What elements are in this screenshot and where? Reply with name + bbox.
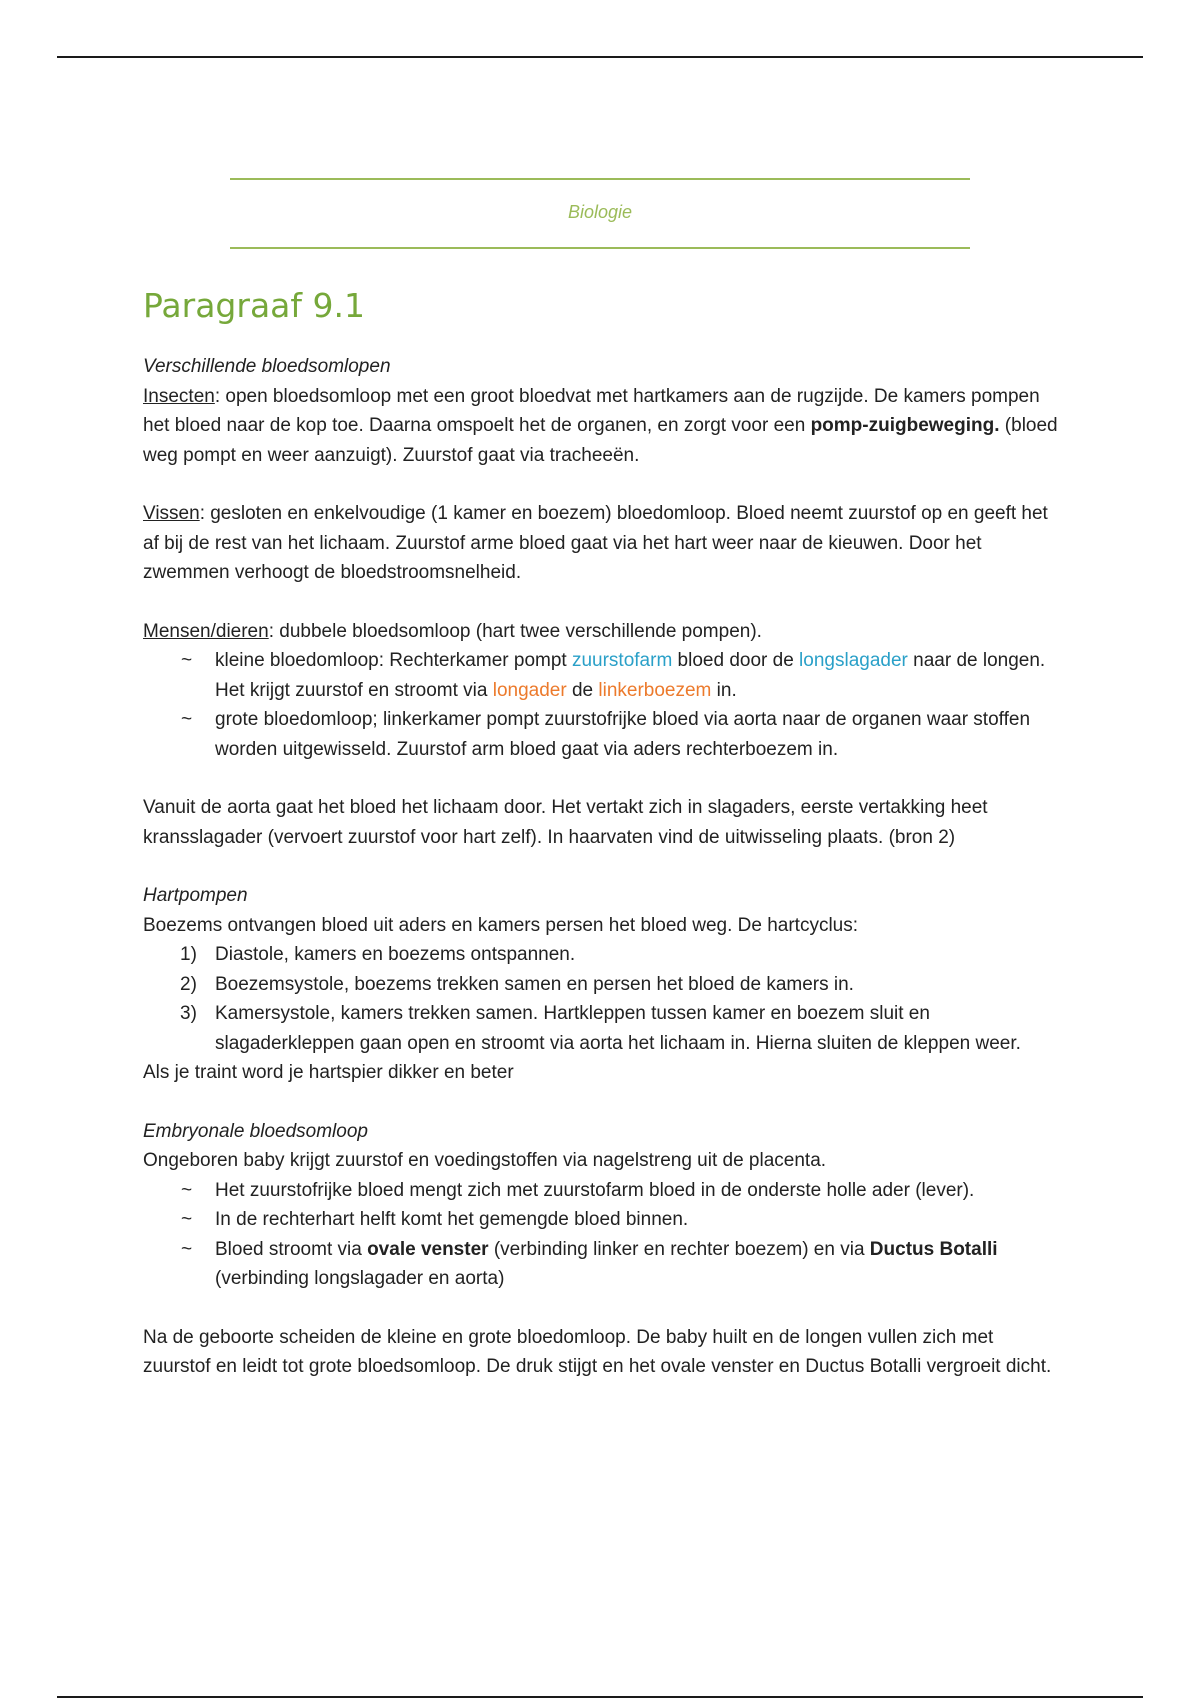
term-ductus-botalli: Ductus Botalli bbox=[869, 1238, 998, 1260]
list-item bbox=[143, 1235, 1058, 1294]
paragraph-geboorte: Na de geboorte scheiden de kleine en grote bloedomloop. De baby huilt en de longen vullen zich met zuurstof en leidt tot grote bloedsomloop. De druk stijgt en het ovale venster en Ductus Botalli vergroeit dicht. bbox=[143, 1326, 1052, 1377]
page-heading: Paragraaf 9.1 bbox=[143, 286, 365, 325]
list-text: Bloed stroomt via bbox=[215, 1238, 368, 1260]
list-text: kleine bloedomloop: Rechterkamer pompt bbox=[215, 650, 572, 671]
list-text: Diastole, kamers en boezems ontspannen. bbox=[215, 944, 576, 965]
paragraph-hartcyclus-intro: Boezems ontvangen bloed uit aders en kamers persen het bloed weg. De hartcyclus: bbox=[143, 914, 859, 936]
list-text: Het zuurstofrijke bloed mengt zich met zuurstofarm bloed in de onderste holle ader (lever). bbox=[215, 1179, 975, 1201]
list-item bbox=[143, 940, 1058, 970]
list-text: naar de longen. Het krijgt zuurstof en stroomt via bbox=[215, 650, 1046, 701]
section-subtitle-hartpompen: Hartpompen bbox=[143, 885, 248, 906]
tilde-bullet-icon: ~ bbox=[181, 1238, 193, 1260]
spacer bbox=[143, 1294, 1058, 1323]
term-pomp-zuigbeweging: pomp-zuigbeweging. bbox=[810, 415, 1000, 436]
paragraph-mensen bbox=[143, 617, 1058, 647]
list-item bbox=[143, 1205, 1058, 1235]
tilde-bullet-icon: ~ bbox=[181, 650, 193, 671]
list-text: de bbox=[566, 679, 599, 701]
header-title: Biologie bbox=[567, 202, 633, 222]
list-item bbox=[143, 970, 1058, 1000]
term-zuurstofarm: zuurstofarm bbox=[571, 650, 673, 671]
list-number: 1) bbox=[180, 944, 197, 965]
paragraph-embryo-intro: Ongeboren baby krijgt zuurstof en voedingstoffen via nagelstreng uit de placenta. bbox=[143, 1150, 827, 1171]
vissen-text: : gesloten en enkelvoudige (1 kamer en boezem) bloedomloop. Bloed neemt zuurstof op en geeft het af bij de rest van het lichaam. Zuurstof arme bloed gaat via het hart weer naar de kieuwen. Door het zwemmen verhoogt de bloedstroomsnelheid. bbox=[143, 503, 1048, 583]
list-text: in. bbox=[711, 679, 737, 701]
section-subtitle-bloedsomlopen: Verschillende bloedsomlopen bbox=[143, 356, 391, 377]
spacer bbox=[143, 588, 1058, 617]
paragraph-training: Als je traint word je hartspier dikker en beter bbox=[143, 1062, 514, 1083]
spacer bbox=[143, 852, 1058, 881]
section-subtitle-embryonaal: Embryonale bloedsomloop bbox=[143, 1120, 368, 1142]
header-top-line bbox=[230, 178, 970, 180]
term-linkerboezem: linkerboezem bbox=[598, 679, 712, 701]
term-vissen: Vissen bbox=[143, 503, 200, 524]
list-item bbox=[143, 646, 1058, 705]
list-text: bloed door de bbox=[672, 650, 800, 671]
mensen-text: : dubbele bloedsomloop (hart twee verschillende pompen). bbox=[268, 620, 762, 642]
header-bottom-line bbox=[230, 247, 970, 249]
list-text: grote bloedomloop; linkerkamer pompt zuurstofrijke bloed via aorta naar de organen waar stoffen worden uitgewisseld. Zuurstof arm bloed gaat via aders rechterboezem in. bbox=[215, 709, 1031, 760]
spacer bbox=[143, 1088, 1058, 1117]
insecten-text: : open bloedsomloop met een groot bloedvat met hartkamers aan de rugzijde. De kamers pompen het bloed naar de kop toe. Daarna omspoelt het de organen, en zorgt voor een bbox=[143, 385, 1040, 436]
term-ovale-venster: ovale venster bbox=[367, 1238, 489, 1260]
tilde-bullet-icon: ~ bbox=[181, 1209, 193, 1230]
term-longader: longader bbox=[492, 679, 567, 701]
list-text: Boezemsystole, boezems trekken samen en persen het bloed de kamers in. bbox=[215, 973, 854, 995]
insecten-text-end: (bloed weg pompt en weer aanzuigt). Zuurstof gaat via tracheeën. bbox=[143, 415, 1058, 466]
list-number: 2) bbox=[180, 973, 197, 995]
list-number: 3) bbox=[180, 1003, 197, 1024]
list-text: (verbinding linker en rechter boezem) en via bbox=[488, 1238, 870, 1260]
list-item bbox=[143, 705, 1058, 764]
document-header bbox=[230, 178, 970, 249]
spacer bbox=[143, 764, 1058, 793]
list-item bbox=[143, 1176, 1058, 1206]
bloedsomloop-list bbox=[143, 646, 1058, 764]
hartcyclus-list bbox=[143, 940, 1058, 1058]
list-text: In de rechterhart helft komt het gemengde bloed binnen. bbox=[215, 1209, 689, 1230]
term-insecten: Insecten bbox=[143, 385, 215, 407]
term-mensen-dieren: Mensen/dieren bbox=[143, 620, 269, 642]
paragraph-vissen bbox=[143, 499, 1058, 588]
spacer bbox=[143, 470, 1058, 499]
page-top-rule bbox=[57, 56, 1143, 58]
list-text: (verbinding longslagader en aorta) bbox=[215, 1268, 505, 1289]
paragraph-insecten bbox=[143, 382, 1058, 471]
document-body bbox=[143, 286, 1058, 1382]
list-item bbox=[143, 999, 1058, 1058]
list-text: Kamersystole, kamers trekken samen. Hartkleppen tussen kamer en boezem sluit en slagaderkleppen gaan open en stroomt via aorta het lichaam in. Hierna sluiten de kleppen weer. bbox=[215, 1003, 1021, 1054]
paragraph-aorta: Vanuit de aorta gaat het bloed het lichaam door. Het vertakt zich in slagaders, eerste vertakking heet kransslagader (vervoert zuurstof voor hart zelf). In haarvaten vind de uitwisseling plaats. (bron 2) bbox=[143, 797, 988, 848]
term-longslagader: longslagader bbox=[799, 650, 908, 671]
tilde-bullet-icon: ~ bbox=[181, 1179, 193, 1201]
embryo-list bbox=[143, 1176, 1058, 1294]
page-bottom-rule bbox=[57, 1696, 1143, 1698]
tilde-bullet-icon: ~ bbox=[181, 709, 193, 730]
